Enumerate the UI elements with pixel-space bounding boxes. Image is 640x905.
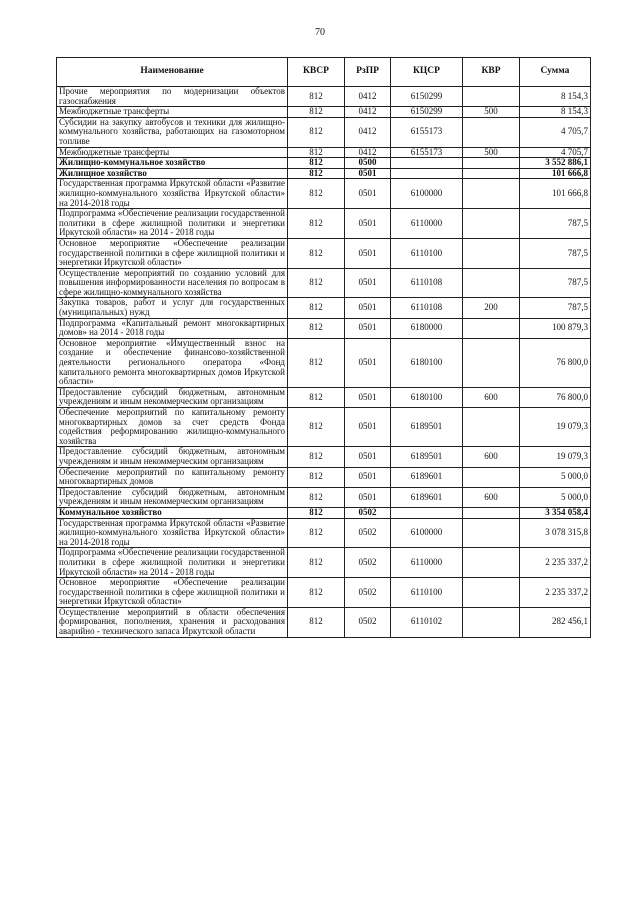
row-sum-cell: 3 354 058,4 <box>520 507 591 518</box>
row-kvr-cell <box>463 238 520 268</box>
table-row <box>57 607 591 637</box>
row-sum-cell: 8 154,3 <box>520 107 591 118</box>
row-kvsr-cell: 812 <box>288 607 345 637</box>
row-rzpr-cell: 0501 <box>345 168 391 179</box>
row-kcsr-cell: 6155173 <box>391 117 463 147</box>
row-name-cell: Предоставление субсидий бюджетным, автономным учреждениям и иным некоммерческим организациям <box>57 487 288 507</box>
header-kcsr: КЦСР <box>391 58 463 87</box>
table-header-row <box>57 58 591 87</box>
table-row <box>57 518 591 548</box>
row-kvsr-cell: 812 <box>288 268 345 298</box>
row-kcsr-cell: 6189601 <box>391 487 463 507</box>
row-kcsr-cell <box>391 168 463 179</box>
row-kvr-cell: 500 <box>463 107 520 118</box>
row-kvsr-cell: 812 <box>288 338 345 387</box>
row-name-cell: Основное мероприятие «Имущественный взнос на создание и обеспечение финансово-хозяйственной деятельности регионального оператора «Фонд капитального ремонта многоквартирных домов Иркутской области» <box>57 338 288 387</box>
row-kcsr-cell: 6110000 <box>391 548 463 578</box>
row-kvsr-cell: 812 <box>288 179 345 209</box>
row-kcsr-cell: 6180000 <box>391 318 463 338</box>
row-kcsr-cell: 6110000 <box>391 209 463 239</box>
table-row <box>57 179 591 209</box>
row-kvsr-cell: 812 <box>288 447 345 467</box>
row-kvr-cell <box>463 467 520 487</box>
row-rzpr-cell: 0501 <box>345 179 391 209</box>
row-kvsr-cell: 812 <box>288 238 345 268</box>
row-kvr-cell <box>463 548 520 578</box>
row-name-cell: Подпрограмма «Обеспечение реализации государственной политики в сфере жилищной политики и энергетики Иркутской области» на 2014 - 2018 годы <box>57 209 288 239</box>
row-kvsr-cell: 812 <box>288 147 345 158</box>
row-rzpr-cell: 0501 <box>345 447 391 467</box>
row-rzpr-cell: 0502 <box>345 578 391 608</box>
row-rzpr-cell: 0501 <box>345 408 391 447</box>
row-sum-cell: 5 000,0 <box>520 487 591 507</box>
row-sum-cell: 19 079,3 <box>520 447 591 467</box>
row-kcsr-cell: 6110100 <box>391 238 463 268</box>
row-rzpr-cell: 0501 <box>345 387 391 407</box>
table-row <box>57 548 591 578</box>
row-kvsr-cell: 812 <box>288 467 345 487</box>
row-sum-cell: 2 235 337,2 <box>520 578 591 608</box>
row-kvsr-cell: 812 <box>288 387 345 407</box>
row-rzpr-cell: 0502 <box>345 548 391 578</box>
row-kvsr-cell: 812 <box>288 87 345 107</box>
row-name-cell: Прочие мероприятия по модернизации объектов газоснабжения <box>57 87 288 107</box>
table-row <box>57 408 591 447</box>
row-rzpr-cell: 0502 <box>345 507 391 518</box>
row-kvr-cell: 600 <box>463 447 520 467</box>
row-sum-cell: 19 079,3 <box>520 408 591 447</box>
row-kcsr-cell <box>391 158 463 169</box>
row-kvr-cell <box>463 408 520 447</box>
row-kvsr-cell: 812 <box>288 107 345 118</box>
header-kvsr: КВСР <box>288 58 345 87</box>
table-row <box>57 87 591 107</box>
row-kvr-cell <box>463 578 520 608</box>
row-kvr-cell: 500 <box>463 147 520 158</box>
row-sum-cell: 101 666,8 <box>520 168 591 179</box>
row-kvr-cell <box>463 158 520 169</box>
row-rzpr-cell: 0412 <box>345 147 391 158</box>
row-rzpr-cell: 0412 <box>345 117 391 147</box>
row-sum-cell: 3 078 315,8 <box>520 518 591 548</box>
row-sum-cell: 101 666,8 <box>520 179 591 209</box>
header-rzpr: РзПР <box>345 58 391 87</box>
row-kcsr-cell: 6100000 <box>391 518 463 548</box>
row-kvsr-cell: 812 <box>288 518 345 548</box>
table-row <box>57 238 591 268</box>
row-rzpr-cell: 0412 <box>345 107 391 118</box>
row-name-cell: Основное мероприятие «Обеспечение реализации государственной политики в сфере жилищной политики и энергетики Иркутской области» <box>57 578 288 608</box>
row-kcsr-cell: 6100000 <box>391 179 463 209</box>
row-name-cell: Государственная программа Иркутской области «Развитие жилищно-коммунального хозяйства Иркутской области» на 2014-2018 годы <box>57 179 288 209</box>
row-name-cell: Обеспечение мероприятий по капитальному ремонту многоквартирных домов за счет средств Фонда содействия реформированию жилищно-коммунального хозяйства <box>57 408 288 447</box>
row-kcsr-cell: 6110102 <box>391 607 463 637</box>
row-sum-cell: 282 456,1 <box>520 607 591 637</box>
table-row <box>57 158 591 169</box>
row-name-cell: Межбюджетные трансферты <box>57 147 288 158</box>
row-name-cell: Предоставление субсидий бюджетным, автономным учреждениям и иным некоммерческим организациям <box>57 387 288 407</box>
row-kcsr-cell: 6180100 <box>391 338 463 387</box>
table-row <box>57 338 591 387</box>
row-sum-cell: 8 154,3 <box>520 87 591 107</box>
row-kcsr-cell: 6189501 <box>391 447 463 467</box>
row-name-cell: Обеспечение мероприятий по капитальному ремонту многоквартирных домов <box>57 467 288 487</box>
table-row <box>57 268 591 298</box>
row-kcsr-cell: 6180100 <box>391 387 463 407</box>
row-name-cell: Коммунальное хозяйство <box>57 507 288 518</box>
table-body <box>57 87 591 638</box>
table-row <box>57 298 591 318</box>
table-row <box>57 447 591 467</box>
row-sum-cell: 76 800,0 <box>520 338 591 387</box>
row-sum-cell: 2 235 337,2 <box>520 548 591 578</box>
row-name-cell: Субсидии на закупку автобусов и техники для жилищно-коммунального хозяйства, работающих на газомоторном топливе <box>57 117 288 147</box>
row-kvr-cell <box>463 518 520 548</box>
row-name-cell: Подпрограмма «Обеспечение реализации государственной политики в сфере жилищной политики и энергетики Иркутской области» на 2014 - 2018 годы <box>57 548 288 578</box>
row-name-cell: Основное мероприятие «Обеспечение реализации государственной политики в сфере жилищной политики и энергетики Иркутской области» <box>57 238 288 268</box>
header-name: Наименование <box>57 58 288 87</box>
row-sum-cell: 100 879,3 <box>520 318 591 338</box>
row-kvr-cell: 200 <box>463 298 520 318</box>
row-kvr-cell <box>463 117 520 147</box>
row-sum-cell: 3 552 886,1 <box>520 158 591 169</box>
row-kcsr-cell: 6110100 <box>391 578 463 608</box>
row-rzpr-cell: 0501 <box>345 238 391 268</box>
row-sum-cell: 787,5 <box>520 268 591 298</box>
row-kvr-cell: 600 <box>463 387 520 407</box>
row-rzpr-cell: 0501 <box>345 318 391 338</box>
row-kvr-cell <box>463 607 520 637</box>
row-kcsr-cell: 6150299 <box>391 87 463 107</box>
row-name-cell: Подпрограмма «Капитальный ремонт многоквартирных домов» на 2014 - 2018 годы <box>57 318 288 338</box>
row-kvr-cell <box>463 179 520 209</box>
row-kvsr-cell: 812 <box>288 298 345 318</box>
row-kvr-cell <box>463 168 520 179</box>
row-sum-cell: 76 800,0 <box>520 387 591 407</box>
row-name-cell: Осуществление мероприятий в области обеспечения формирования, пополнения, хранения и расходования аварийно - технического запаса Иркутской области <box>57 607 288 637</box>
row-kvsr-cell: 812 <box>288 487 345 507</box>
row-kvsr-cell: 812 <box>288 168 345 179</box>
table-row <box>57 467 591 487</box>
row-sum-cell: 4 705,7 <box>520 117 591 147</box>
row-rzpr-cell: 0502 <box>345 518 391 548</box>
table-row <box>57 209 591 239</box>
row-kvr-cell: 600 <box>463 487 520 507</box>
row-kvsr-cell: 812 <box>288 158 345 169</box>
row-rzpr-cell: 0502 <box>345 607 391 637</box>
row-rzpr-cell: 0500 <box>345 158 391 169</box>
row-kvr-cell <box>463 209 520 239</box>
row-kvr-cell <box>463 87 520 107</box>
row-rzpr-cell: 0412 <box>345 87 391 107</box>
header-sum: Сумма <box>520 58 591 87</box>
row-name-cell: Жилищно-коммунальное хозяйство <box>57 158 288 169</box>
row-name-cell: Закупка товаров, работ и услуг для государственных (муниципальных) нужд <box>57 298 288 318</box>
row-kvr-cell <box>463 507 520 518</box>
row-kcsr-cell: 6189601 <box>391 467 463 487</box>
header-kvr: КВР <box>463 58 520 87</box>
table-row <box>57 117 591 147</box>
row-kvsr-cell: 812 <box>288 578 345 608</box>
row-sum-cell: 787,5 <box>520 209 591 239</box>
row-name-cell: Осуществление мероприятий по созданию условий для повышения информированности населения по вопросам в сфере жилищно-коммунального хозяйства <box>57 268 288 298</box>
row-kcsr-cell: 6110108 <box>391 298 463 318</box>
row-kvsr-cell: 812 <box>288 507 345 518</box>
row-kvsr-cell: 812 <box>288 408 345 447</box>
table-row <box>57 507 591 518</box>
row-kvsr-cell: 812 <box>288 548 345 578</box>
row-name-cell: Жилищное хозяйство <box>57 168 288 179</box>
row-kvr-cell <box>463 338 520 387</box>
table-row <box>57 107 591 118</box>
table-row <box>57 318 591 338</box>
row-kcsr-cell: 6189501 <box>391 408 463 447</box>
row-kcsr-cell <box>391 507 463 518</box>
row-kcsr-cell: 6150299 <box>391 107 463 118</box>
row-rzpr-cell: 0501 <box>345 467 391 487</box>
row-kvr-cell <box>463 268 520 298</box>
row-kcsr-cell: 6110108 <box>391 268 463 298</box>
row-sum-cell: 787,5 <box>520 238 591 268</box>
row-name-cell: Межбюджетные трансферты <box>57 107 288 118</box>
row-rzpr-cell: 0501 <box>345 209 391 239</box>
row-kvsr-cell: 812 <box>288 209 345 239</box>
row-name-cell: Предоставление субсидий бюджетным, автономным учреждениям и иным некоммерческим организациям <box>57 447 288 467</box>
table-row <box>57 578 591 608</box>
page-number: 70 <box>315 27 325 38</box>
row-name-cell: Государственная программа Иркутской области «Развитие жилищно-коммунального хозяйства Иркутской области» на 2014-2018 годы <box>57 518 288 548</box>
row-kcsr-cell: 6155173 <box>391 147 463 158</box>
row-rzpr-cell: 0501 <box>345 487 391 507</box>
row-kvsr-cell: 812 <box>288 117 345 147</box>
row-rzpr-cell: 0501 <box>345 338 391 387</box>
row-kvr-cell <box>463 318 520 338</box>
table-row <box>57 487 591 507</box>
budget-table <box>56 57 591 638</box>
row-sum-cell: 5 000,0 <box>520 467 591 487</box>
row-sum-cell: 787,5 <box>520 298 591 318</box>
table-row <box>57 168 591 179</box>
table-row <box>57 147 591 158</box>
row-rzpr-cell: 0501 <box>345 298 391 318</box>
row-rzpr-cell: 0501 <box>345 268 391 298</box>
table-row <box>57 387 591 407</box>
row-sum-cell: 4 705,7 <box>520 147 591 158</box>
row-kvsr-cell: 812 <box>288 318 345 338</box>
